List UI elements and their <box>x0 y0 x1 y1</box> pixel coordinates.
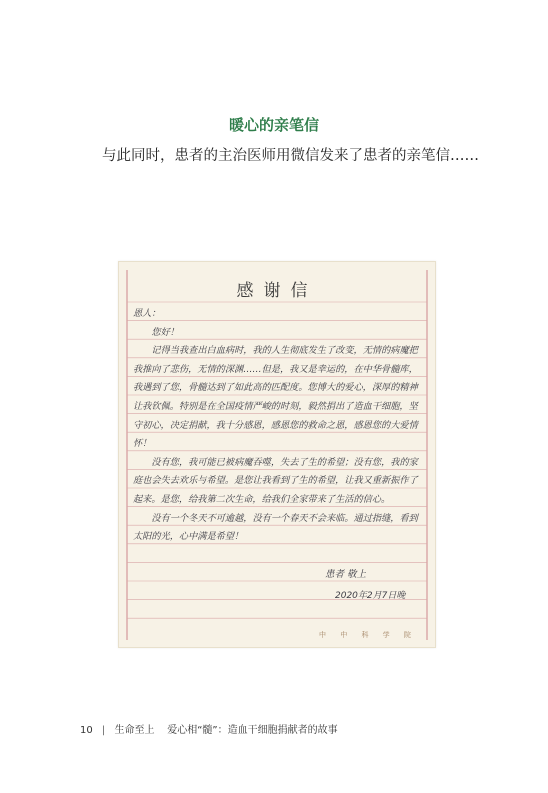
series-title: 生命至上 <box>114 725 155 736</box>
letter-paper-footer: 中 中 科 学 院 <box>319 631 417 639</box>
letter-signature: 患者 敬上 <box>325 569 367 580</box>
section-heading: 暖心的亲笔信 <box>228 116 319 134</box>
letter-image <box>118 261 436 648</box>
letter-title: 感谢信 <box>236 281 318 301</box>
footer-separator: | <box>101 725 106 736</box>
book-title: 爱心相“髓”：造血干细胞捐献者的故事 <box>167 725 338 736</box>
letter-paragraph-3: 没有一个冬天不可逾越，没有一个春天不会来临。通过指缝，看到太阳的光，心中满是希望！ <box>133 512 418 543</box>
letter-body <box>133 305 425 547</box>
page-number: 10 <box>80 725 93 736</box>
intro-text: 与此同时，患者的主治医师用微信发来了患者的亲笔信…… <box>102 148 479 164</box>
letter-paragraph-2: 没有您，我可能已被病魔吞噬，失去了生的希望；没有您，我的家庭也会失去欢乐与希望。是您让我看到了生的希望，让我又重新振作了起来。是您，给我第二次生命，给我们全家带来了生活的信心。 <box>133 456 418 505</box>
letter-paragraph-1: 记得当我查出白血病时，我的人生彻底发生了改变，无情的病魔把我推向了悲伤，无情的深渊……但是，我又是幸运的，在中华骨髓库，我遇到了您，骨髓达到了如此高的匹配度。您博大的爱心，深厚的精神让我钦佩。特别是在全国疫情严峻的时刻，毅然捐出了造血干细胞，坚守初心，决定捐献，我十分感恩，感恩您的救命之恩，感恩您的大爱情怀！ <box>133 345 418 450</box>
letter-salutation: 恩人： <box>133 308 161 319</box>
page-footer <box>80 721 338 736</box>
letter-date: 2020年2月7日晚 <box>335 591 406 601</box>
letter-greeting: 您好！ <box>151 326 179 338</box>
